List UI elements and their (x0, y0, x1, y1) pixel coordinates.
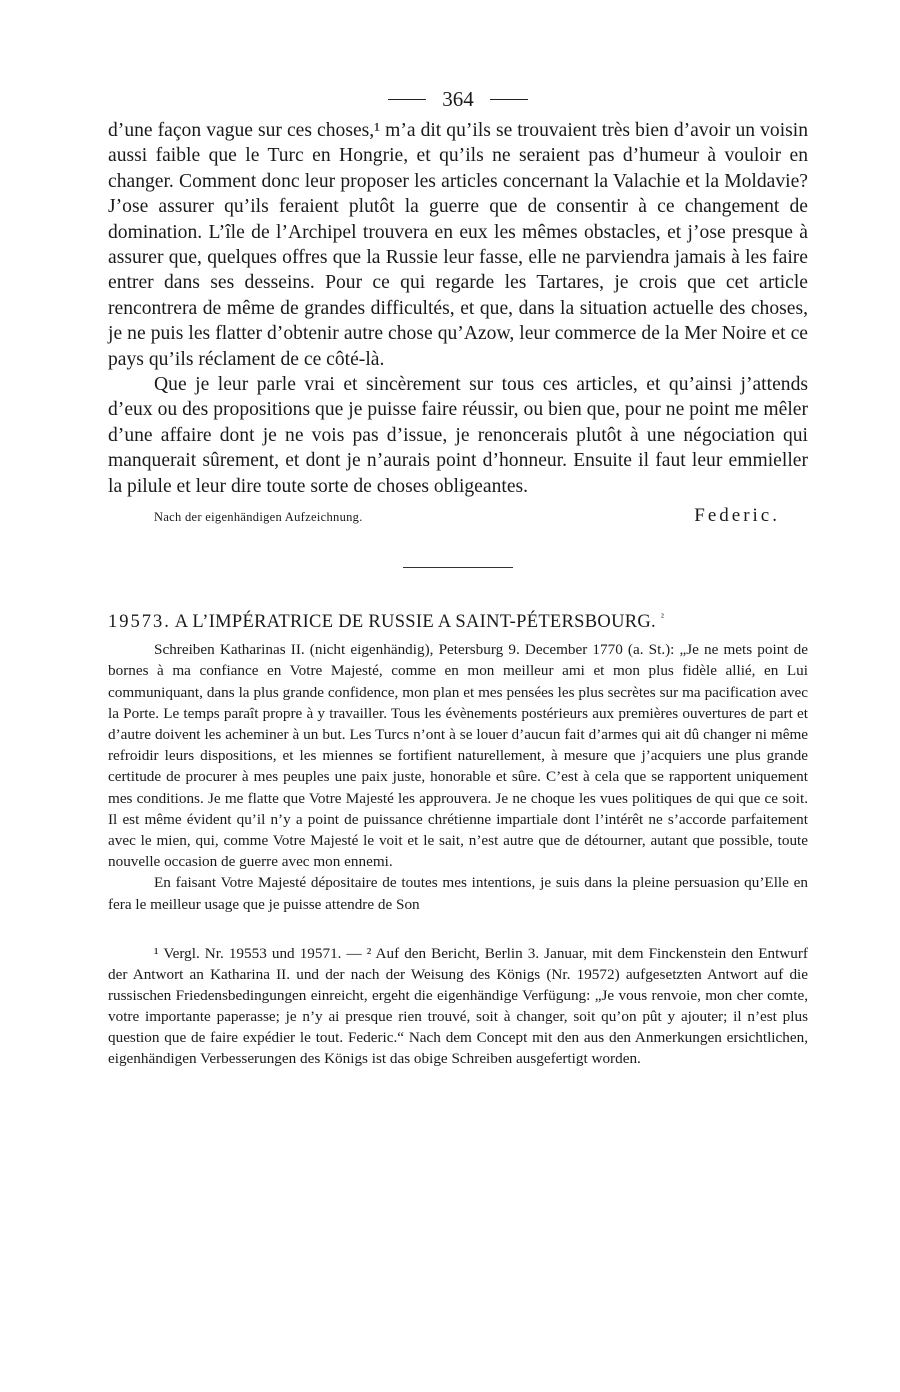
letter-paragraph: En faisant Votre Majesté dépositaire de toutes mes intentions, je suis dans la pleine persuasion qu’Elle en fera le meilleur usage que je puisse attendre de Son (108, 874, 808, 913)
paragraph: d’une façon vague sur ces choses,¹ m’a dit qu’ils se trouvaient très bien d’avoir un voisin aussi faible que le Turc en Hongrie, et qu’ils ne seraient pas d’humeur à vouloir en changer. Comment donc leur proposer les articles concernant la Valachie et la Moldavie? J’ose assurer qu’ils feraient plutôt la guerre que de consentir à ce changement de domination. L’île de l’Archipel trouvera en eux les mêmes obstacles, et j’ose presque à assurer que, quelques offres que la Russie leur fasse, elle ne parviendra jamais à les faire entrer dans ses desseins. Pour ce qui regarde les Tartares, je crois que cet article rencontrera de même de grandes difficultés, et que, dans la situation actuelle des choses, je ne puis les flatter d’obtenir autre chose qu’Azow, leur commerce de la Mer Noire et ce pays qu’ils réclament de ce côté-là. (108, 120, 808, 370)
section-divider (403, 567, 513, 568)
source-line (108, 505, 808, 527)
letter-paragraph: Schreiben Katharinas II. (nicht eigenhändig), Petersburg 9. December 1770 (a. St.): „Je ne mets point de bornes à ma confiance en Votre Majesté, comme en mon meilleur ami et mon plus fidèle allié, en Lui communiquant, dans la plus grande confidence, mon plan et mes pensées les plus secrètes sur ma pacification avec la Porte. Le temps paraît propre à y travailler. Tous les évènements postérieurs aux premières ouvertures de part et d’autre doivent les acheminer à un but. Les Turcs n’ont à se louer d’aucun fait d’armes qui ait dû changer ni même refroidir leurs dispositions, et les miennes se fortifient naturellement, à mesure que j’acquiers une plus grande certitude de procurer à mes peuples une paix juste, honorable et sûre. C’est à cela que se rapportent uniquement mes conditions. Je me flatte que Votre Majesté les approuvera. Je ne choque les vues politiques de qui que ce soit. Il est même évident qu’il n’y a point de puissance chrétienne impartiale dont l’intérêt ne s’accorde parfaitement avec le mien, qui, comme Votre Majesté le voit et le sait, n’est autre que de détourner, autant que possible, toute nouvelle occasion de guerre avec mon ennemi. (108, 641, 808, 871)
paragraph: Que je leur parle vrai et sincèrement sur tous ces articles, et qu’ainsi j’attends d’eux ou des propositions que je puisse faire réussir, ou bien que, pour ne point me mêler d’une affaire dont je ne vois pas d’issue, je renoncerais plutôt à une négociation qui manquerait sûrement, et dont je n’aurais point d’honneur. Ensuite il faut leur emmieller la pilule et leur dire toute sorte de choses obligeantes. (108, 374, 808, 497)
letter-text (108, 639, 808, 915)
signature: Federic. (694, 505, 780, 527)
source-note: Nach der eigenhändigen Aufzeichnung. (154, 510, 363, 525)
footnote-ref: ² (660, 612, 665, 624)
document-page (108, 86, 808, 1069)
header-rule-left (388, 99, 426, 100)
page-header (108, 86, 808, 112)
letter-number: 19573. (108, 612, 171, 633)
page-number: 364 (442, 86, 474, 111)
letter-heading (108, 612, 808, 633)
letter-title: A L’IMPÉRATRICE DE RUSSIE A SAINT-PÉTERSBOURG. (174, 612, 656, 633)
footnote: ¹ Vergl. Nr. 19553 und 19571. — ² Auf den Bericht, Berlin 3. Januar, mit dem Finckenstein den Entwurf der Antwort an Katharina II. und der nach der Weisung des Königs (Nr. 19572) aufgesetzten Antwort auf die russischen Friedensbedingungen einreicht, ergeht die eigenhändige Verfügung: „Je vous renvoie, mon cher comte, votre importante paperasse; je n’y ai presque rien trouvé, soit à changer, soit qu’on pût y ajouter; il n’est plus question que de faire expédier le tout. Federic.“ Nach dem Concept mit den aus den Anmerkungen ersichtlichen, eigenhändigen Verbesserungen des Königs ist das obige Schreiben ausgefertigt worden. (108, 944, 808, 1067)
main-text (108, 118, 808, 499)
footnotes (108, 943, 808, 1069)
header-rule-right (490, 99, 528, 100)
